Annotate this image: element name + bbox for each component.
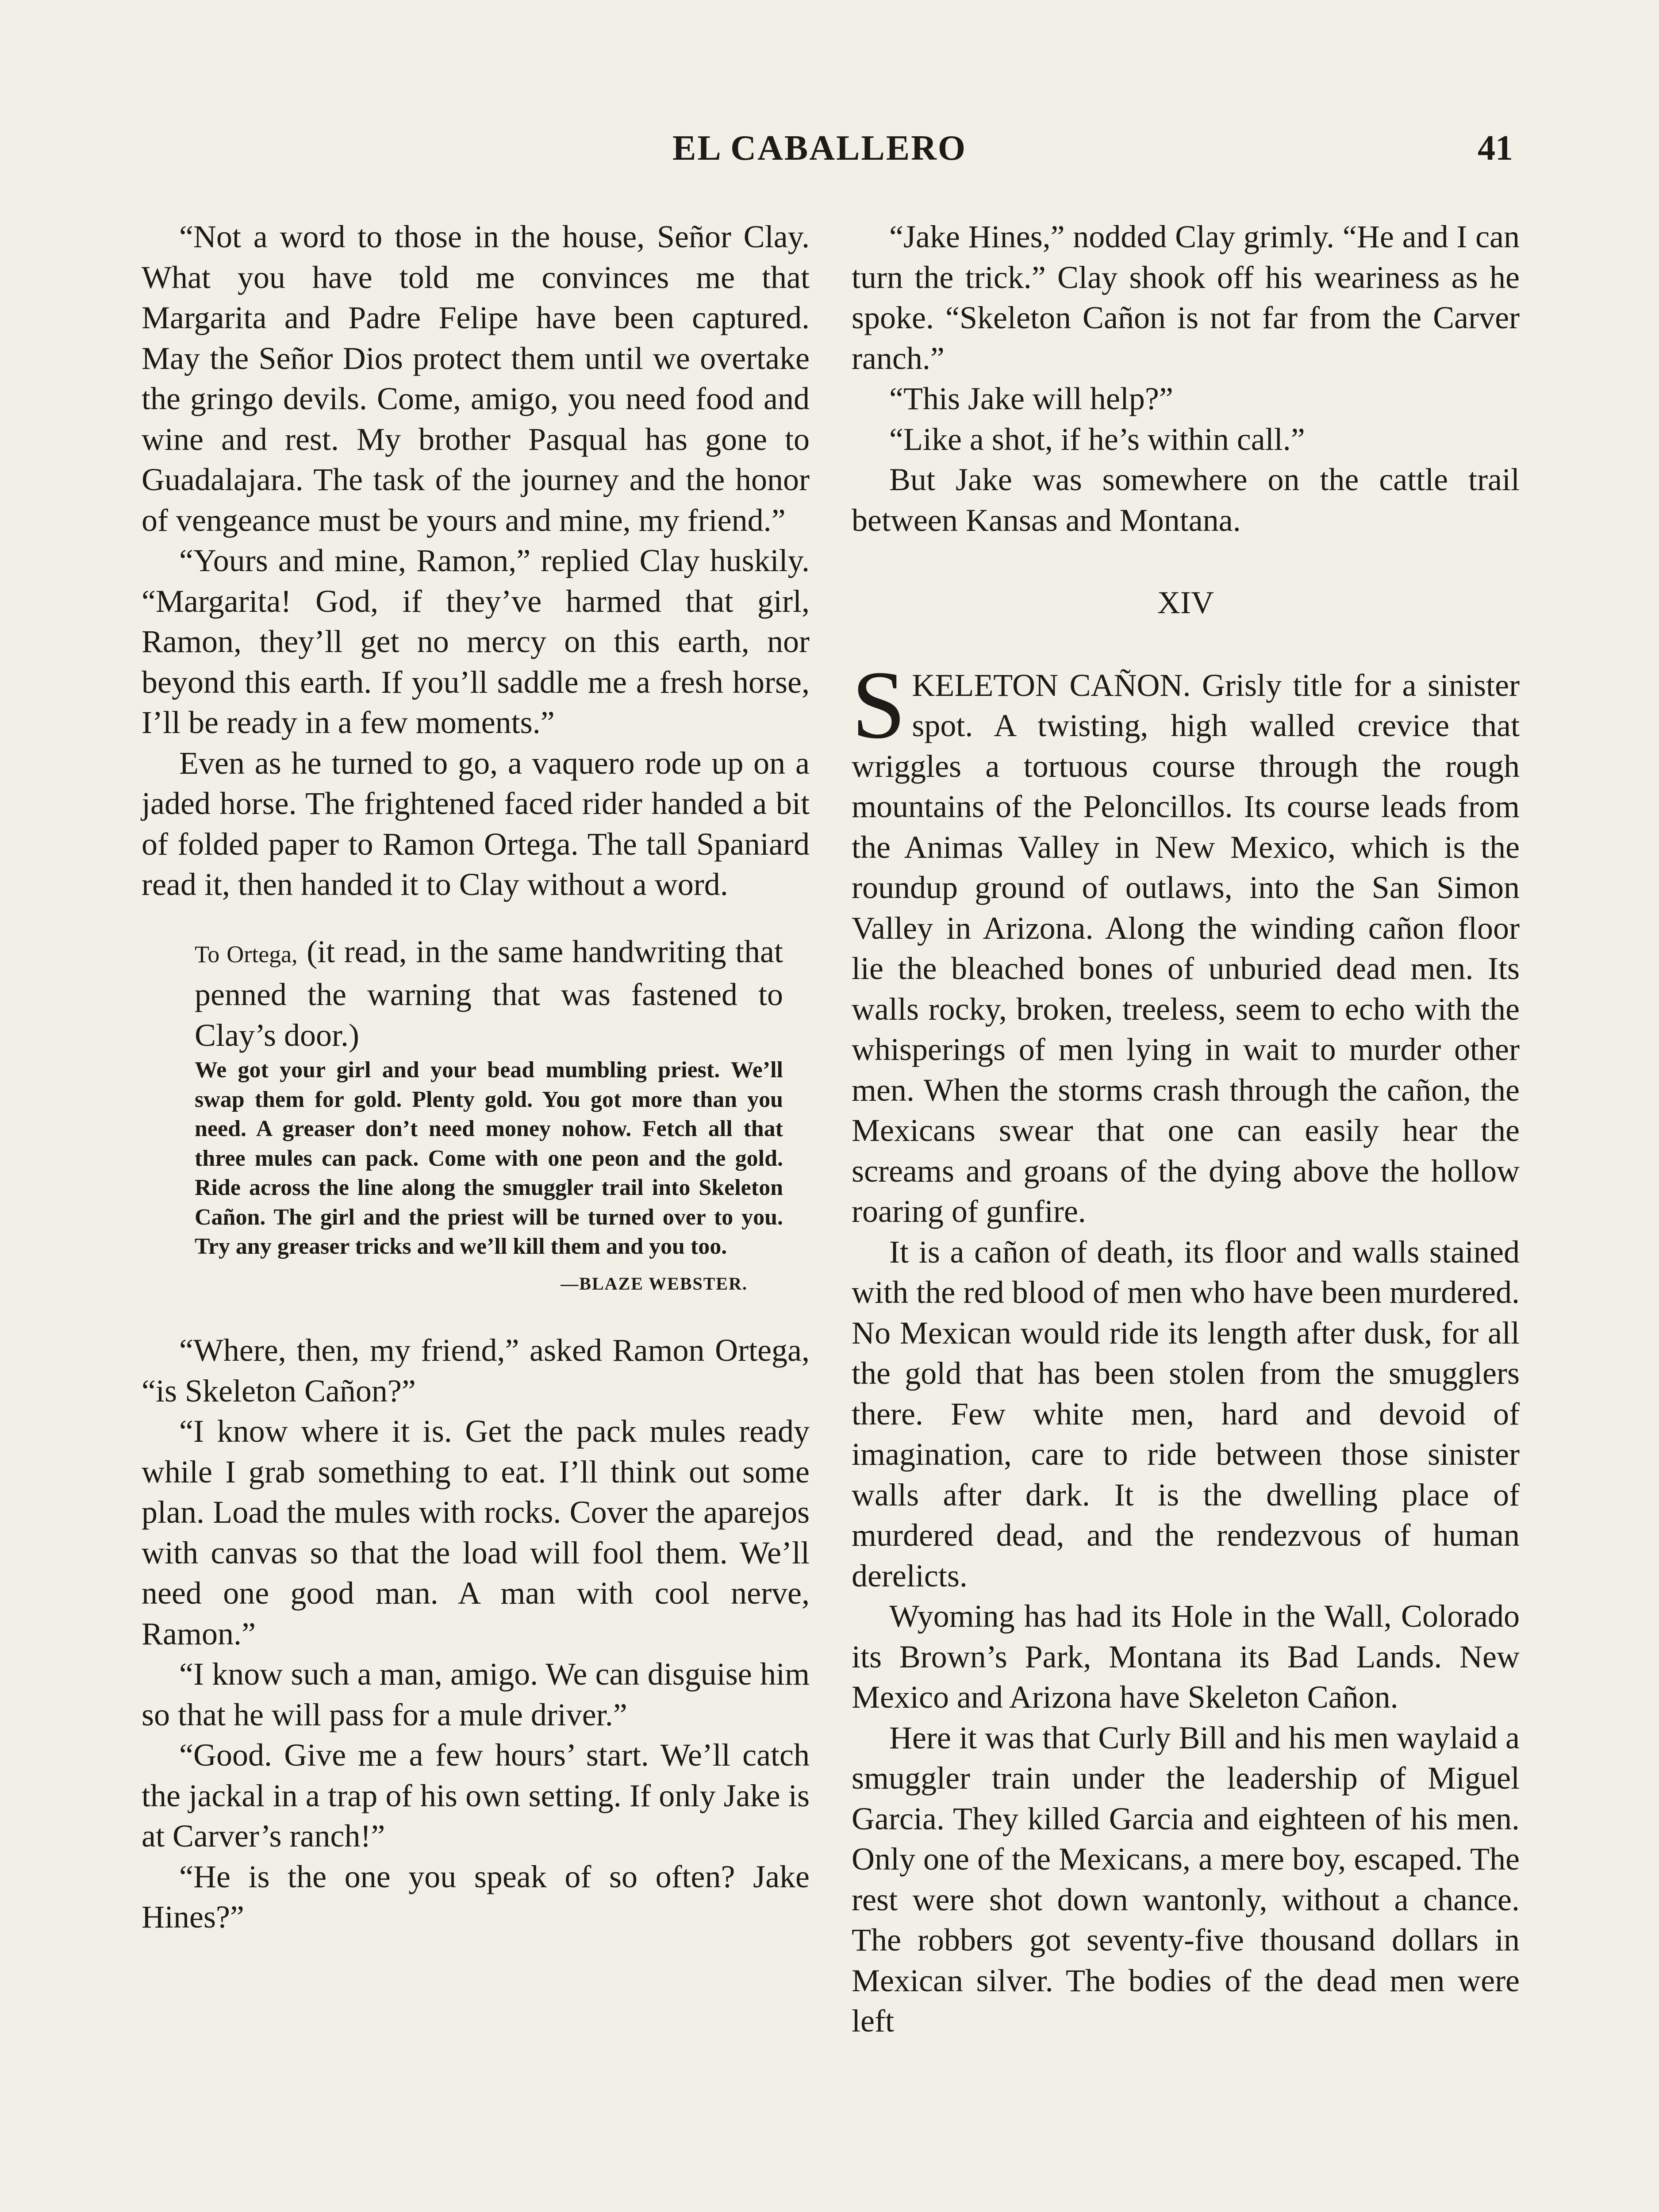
paragraph: Wyoming has had its Hole in the Wall, Colorado its Brown’s Park, Montana its Bad Lands. New Mexico and Arizona have Skeleton Cañon. [852, 1598, 1520, 1715]
paragraph: “Yours and mine, Ramon,” replied Clay huskily. “Margarita! God, if they’ve harmed that girl, Ramon, they’ll get no mercy on this earth, nor beyond this earth. If you’ll saddle me a fresh horse, I’ll be ready in a few moments.” [142, 543, 810, 740]
paragraph: But Jake was somewhere on the cattle trail between Kansas and Montana. [852, 462, 1520, 538]
drop-cap: S [852, 650, 906, 759]
paragraph: “He is the one you speak of so often? Jake Hines?” [142, 1859, 810, 1935]
letter-intro [195, 932, 783, 1056]
paragraph: “This Jake will help?” [889, 381, 1173, 416]
chapter-opening-text: KELETON CAÑON. Grisly title for a sinister spot. A twisting, high walled crevice that wriggles a tortuous course through the rough mountains of the Peloncillos. Its course leads from the Animas Valley in New Mexico, which is the roundup ground of outlaws, into the San Simon Valley in Arizona. Along the winding cañon floor lie the bleached bones of unburied dead men. Its walls rocky, broken, treeless, seem to echo with the whisperings of men lying in wait to murder other men. When the storms crash through the cañon, the Mexicans swear that one can easily hear the screams and groans of the dying above the hollow roaring of gunfire. [852, 667, 1520, 1229]
paragraph: “Good. Give me a few hours’ start. We’ll catch the jackal in a trap of his own setting. If only Jake is at Carver’s ranch!” [142, 1737, 810, 1854]
ransom-letter [195, 932, 783, 1304]
paragraph: “Where, then, my friend,” asked Ramon Ortega, “is Skeleton Cañon?” [142, 1333, 810, 1409]
paragraph: “Not a word to those in the house, Señor Clay. What you have told me convinces me that Margarita and Padre Felipe have been captured. May the Señor Dios protect them until we overtake the gringo devils. Come, amigo, you need food and wine and rest. My brother Pasqual has gone to Guadalajara. The task of the journey and the honor of vengeance must be yours and mine, my friend.” [142, 219, 810, 538]
running-title: EL CABALLERO [672, 129, 967, 168]
letter-signature: —BLAZE WEBSTER. [561, 1273, 748, 1294]
letter-intro-text: (it read, in the same handwriting that penned the warning that was fastened to Clay’s door.) [195, 933, 783, 1053]
left-column [142, 217, 810, 1938]
page-header [0, 128, 1659, 177]
letter-body: We got your girl and your bead mumbling priest. We’ll swap them for gold. Plenty gold. You got more than you need. A greaser don’t need money nohow. Fetch all that three mules can pack. Come with one peon and the gold. Ride across the line along the smuggler trail into Skeleton Cañon. The girl and the priest will be turned over to you. Try any greaser tricks and we’ll kill them and you too. [195, 1057, 783, 1259]
paragraph: “I know such a man, amigo. We can disguise him so that he will pass for a mule driver.” [142, 1656, 810, 1732]
paragraph: “Like a shot, if he’s within call.” [889, 421, 1305, 457]
paragraph: “Jake Hines,” nodded Clay grimly. “He and I can turn the trick.” Clay shook off his weariness as he spoke. “Skeleton Cañon is not far from the Carver ranch.” [852, 219, 1520, 376]
right-column [852, 217, 1520, 2042]
paragraph: Here it was that Curly Bill and his men waylaid a smuggler train under the leadership of Miguel Garcia. They killed Garcia and eighteen of his men. Only one of the Mexicans, a mere boy, escaped. The rest were shot down wantonly, without a chance. The robbers got seventy-five thousand dollars in Mexican silver. The bodies of the dead men were left [852, 1720, 1520, 2039]
paragraph: It is a cañon of death, its floor and walls stained with the red blood of men who have been murdered. No Mexican would ride its length after dusk, for all the gold that has been stolen from the smugglers there. Few white men, hard and devoid of imagination, care to ride between those sinister walls after dark. It is the dwelling place of murdered dead, and the rendezvous of human derelicts. [852, 1234, 1520, 1594]
page-number: 41 [1478, 129, 1513, 168]
letter-salutation: To Ortega, [195, 941, 298, 968]
chapter-heading: XIV [1157, 585, 1214, 620]
chapter-opening-paragraph [852, 650, 1520, 1232]
paragraph: Even as he turned to go, a vaquero rode up on a jaded horse. The frightened faced rider handed a bit of folded paper to Ramon Ortega. The tall Spaniard read it, then handed it to Clay without a word. [142, 745, 810, 902]
paragraph: “I know where it is. Get the pack mules ready while I grab something to eat. I’ll think out some plan. Load the mules with rocks. Cover the aparejos with canvas so that the load will fool them. We’ll need one good man. A man with cool nerve, Ramon.” [142, 1413, 810, 1651]
